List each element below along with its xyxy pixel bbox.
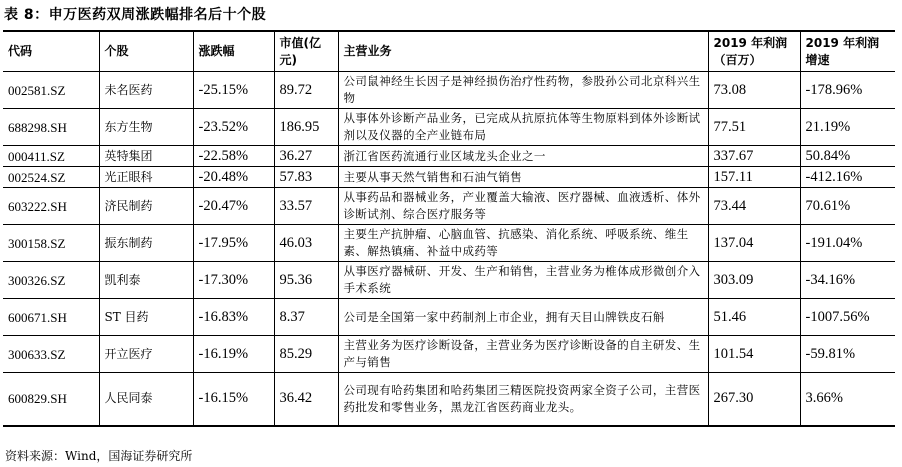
change-cell: -16.19% (193, 336, 274, 373)
source-note: 资料来源：Wind，国海证券研究所 (5, 449, 193, 463)
profit-cell: 157.11 (708, 167, 800, 188)
business-cell: 主要生产抗肿瘤、心脑血管、抗感染、消化系统、呼吸系统、维生素、解热镇痛、补益中成药等 (338, 225, 708, 262)
stock-name-cell: 英特集团 (99, 146, 193, 167)
market-cap-cell: 33.57 (274, 188, 338, 225)
stock-code-cell: 300158.SZ (3, 225, 99, 262)
table-title: 表 8：申万医药双周涨跌幅排名后十个股 (4, 7, 267, 23)
header-business: 主营业务 (338, 31, 708, 72)
header-name: 个股 (99, 31, 193, 72)
business-cell: 从事体外诊断产品业务，已完成从抗原抗体等生物原料到体外诊断试剂以及仪器的全产业链布局 (338, 109, 708, 146)
stock-code-cell: 600829.SH (3, 373, 99, 426)
profit-growth-cell: 70.61% (800, 188, 895, 225)
stock-name-cell: 济民制药 (99, 188, 193, 225)
header-market-cap: 市值(亿元) (274, 31, 338, 72)
market-cap-cell: 85.29 (274, 336, 338, 373)
change-cell: -17.30% (193, 262, 274, 299)
stock-code-cell: 603222.SH (3, 188, 99, 225)
table-row (3, 72, 895, 109)
profit-growth-cell: -412.16% (800, 167, 895, 188)
profit-cell: 101.54 (708, 336, 800, 373)
market-cap-cell: 36.27 (274, 146, 338, 167)
stock-name-cell: ST 目药 (99, 299, 193, 336)
table-row (3, 167, 895, 188)
stock-code-cell: 002524.SZ (3, 167, 99, 188)
change-cell: -20.47% (193, 188, 274, 225)
stock-name-cell: 开立医疗 (99, 336, 193, 373)
profit-growth-cell: -34.16% (800, 262, 895, 299)
table-row (3, 262, 895, 299)
profit-growth-cell: -59.81% (800, 336, 895, 373)
profit-growth-cell: -191.04% (800, 225, 895, 262)
business-cell: 从事医疗器械研、开发、生产和销售，主营业务为椎体成形微创介入手术系统 (338, 262, 708, 299)
stock-name-cell: 振东制药 (99, 225, 193, 262)
table-row (3, 188, 895, 225)
profit-growth-cell: -1007.56% (800, 299, 895, 336)
profit-cell: 77.51 (708, 109, 800, 146)
profit-cell: 51.46 (708, 299, 800, 336)
stock-code-cell: 002581.SZ (3, 72, 99, 109)
profit-growth-cell: 50.84% (800, 146, 895, 167)
business-cell: 浙江省医药流通行业区域龙头企业之一 (338, 146, 708, 167)
change-cell: -22.58% (193, 146, 274, 167)
business-cell: 主营业务为医疗诊断设备，主营业务为医疗诊断设备的自主研发、生产与销售 (338, 336, 708, 373)
market-cap-cell: 186.95 (274, 109, 338, 146)
market-cap-cell: 46.03 (274, 225, 338, 262)
profit-growth-cell: 21.19% (800, 109, 895, 146)
change-cell: -16.83% (193, 299, 274, 336)
header-profit-growth: 2019 年利润增速 (800, 31, 895, 72)
business-cell: 主要从事天然气销售和石油气销售 (338, 167, 708, 188)
ranking-table (3, 30, 895, 427)
stock-name-cell: 未名医药 (99, 72, 193, 109)
market-cap-cell: 89.72 (274, 72, 338, 109)
business-cell: 公司是全国第一家中药制剂上市企业，拥有天目山牌铁皮石斛 (338, 299, 708, 336)
stock-code-cell: 000411.SZ (3, 146, 99, 167)
header-change: 涨跌幅 (193, 31, 274, 72)
table-row (3, 336, 895, 373)
header-profit: 2019 年利润（百万） (708, 31, 800, 72)
change-cell: -23.52% (193, 109, 274, 146)
profit-cell: 337.67 (708, 146, 800, 167)
profit-growth-cell: -178.96% (800, 72, 895, 109)
profit-cell: 73.08 (708, 72, 800, 109)
profit-cell: 73.44 (708, 188, 800, 225)
table-row (3, 373, 895, 426)
market-cap-cell: 57.83 (274, 167, 338, 188)
profit-cell: 137.04 (708, 225, 800, 262)
stock-code-cell: 300326.SZ (3, 262, 99, 299)
stock-name-cell: 人民同泰 (99, 373, 193, 426)
table-row (3, 146, 895, 167)
business-cell: 从事药品和器械业务，产业覆盖大输液、医疗器械、血液透析、体外诊断试剂、综合医疗服务等 (338, 188, 708, 225)
stock-code-cell: 688298.SH (3, 109, 99, 146)
market-cap-cell: 8.37 (274, 299, 338, 336)
profit-cell: 267.30 (708, 373, 800, 426)
change-cell: -20.48% (193, 167, 274, 188)
change-cell: -17.95% (193, 225, 274, 262)
market-cap-cell: 36.42 (274, 373, 338, 426)
header-code: 代码 (3, 31, 99, 72)
table-header-row (3, 31, 895, 72)
stock-code-cell: 300633.SZ (3, 336, 99, 373)
business-cell: 公司鼠神经生长因子是神经损伤治疗性药物，参股孙公司北京科兴生物 (338, 72, 708, 109)
table-row (3, 299, 895, 336)
stock-code-cell: 600671.SH (3, 299, 99, 336)
profit-cell: 303.09 (708, 262, 800, 299)
stock-name-cell: 东方生物 (99, 109, 193, 146)
change-cell: -16.15% (193, 373, 274, 426)
market-cap-cell: 95.36 (274, 262, 338, 299)
change-cell: -25.15% (193, 72, 274, 109)
profit-growth-cell: 3.66% (800, 373, 895, 426)
business-cell: 公司现有哈药集团和哈药集团三精医院投资两家全资子公司，主营医药批发和零售业务，黑龙江省医药商业龙头。 (338, 373, 708, 426)
table-row (3, 109, 895, 146)
table-row (3, 225, 895, 262)
stock-name-cell: 凯利泰 (99, 262, 193, 299)
stock-name-cell: 光正眼科 (99, 167, 193, 188)
